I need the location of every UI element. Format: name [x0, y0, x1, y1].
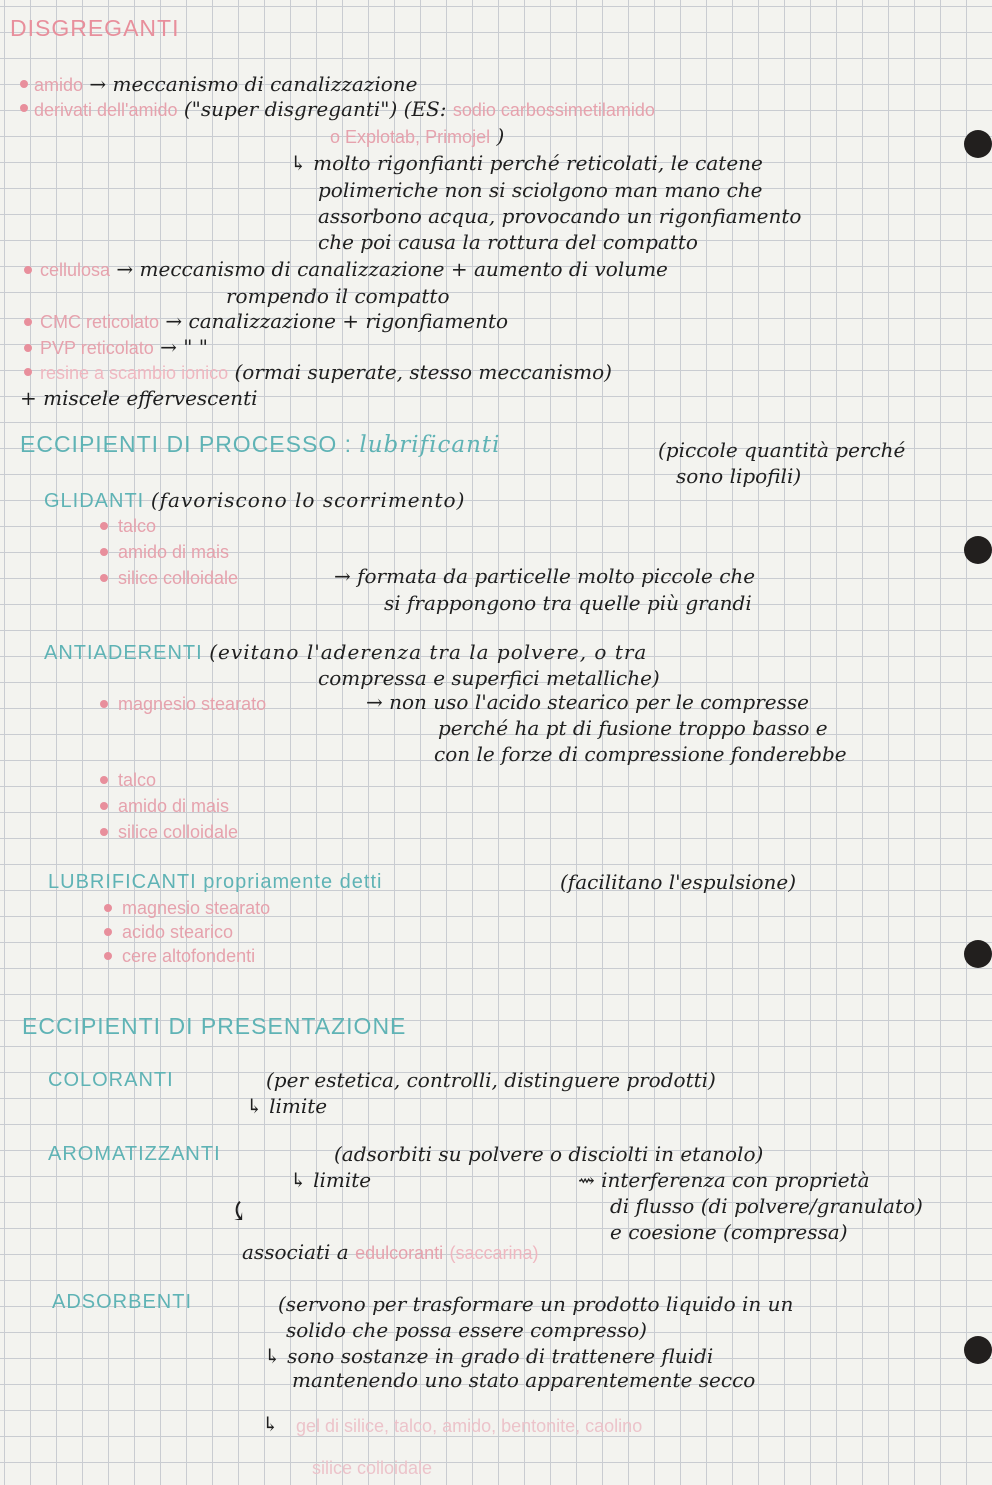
silice-note-1: → formata da particelle molto piccole che: [334, 564, 756, 588]
disgreganti-line-6: assorbono acqua, provocando un rigonfiamento: [318, 204, 802, 228]
heading-eccipienti-processo: [20, 432, 501, 457]
example: sodio carbossimetilamido: [452, 100, 655, 120]
adsorbenti-line-4: mantenendo uno stato apparentemente secco: [292, 1368, 756, 1392]
binder-hole-3: [964, 940, 992, 968]
coloranti-limit: ↳ limite: [246, 1094, 328, 1118]
glidanti-heading: GLIDANTI: [44, 490, 145, 512]
bullet: [20, 80, 28, 88]
label-derivati: derivati dell'amido: [34, 100, 178, 120]
adsorbenti-examples-2: silice colloidale: [312, 1458, 433, 1478]
label-cmc: CMC reticolato: [40, 312, 160, 332]
processo-note-1: (piccole quantità perché: [658, 438, 906, 462]
adsorbenti-line-1: (servono per trasformare un prodotto liquido in un: [278, 1292, 794, 1316]
heading-text: ECCIPIENTI DI PROCESSO :: [20, 431, 352, 457]
glidanti-item-2: amido di mais: [118, 542, 230, 562]
text: → canalizzazione + rigonfiamento: [165, 309, 509, 333]
lubrificanti-item-3: cere altofondenti: [122, 946, 256, 966]
label-resine: resine a scambio ionico: [40, 363, 229, 383]
disgreganti-line-11: [40, 335, 208, 360]
disgreganti-line-2: [34, 97, 655, 122]
text: → " ": [160, 335, 208, 359]
mg-note-2: perché ha pt di fusione troppo basso e: [438, 716, 828, 740]
text: (ormai superate, stesso meccanismo): [234, 360, 612, 384]
example-brands: o Explotab, Primojel: [330, 127, 491, 147]
disgreganti-line-5: polimeriche non si sciolgono man mano che: [318, 178, 763, 202]
binder-hole-1: [964, 130, 992, 158]
bullet: [100, 574, 108, 582]
aromatizzanti-curve-arrow: ⤹: [228, 1197, 250, 1227]
disgreganti-line-4: ↳ molto rigonfianti perché reticolati, le catene: [290, 151, 763, 175]
antiaderenti-item-3: silice colloidale: [118, 822, 239, 842]
coloranti-note: (per estetica, controlli, distinguere prodotti): [266, 1068, 716, 1092]
edulcoranti-label: edulcoranti: [355, 1243, 444, 1263]
associati-text: associati a: [242, 1240, 349, 1264]
bullet: [24, 344, 32, 352]
coloranti-heading: COLORANTI: [48, 1069, 174, 1091]
aromatizzanti-assoc-row: [242, 1240, 539, 1265]
mg-stearato-label: magnesio stearato: [118, 694, 267, 714]
text: ("super disgreganti") (ES:: [183, 97, 447, 121]
glidanti-note: (favoriscono lo scorrimento): [150, 488, 466, 512]
antiaderenti-heading: ANTIADERENTI: [44, 642, 203, 664]
lubrificanti-note: (facilitano l'espulsione): [560, 870, 797, 894]
antiaderenti-note-2: compressa e superfici metalliche): [318, 666, 660, 690]
binder-hole-4: [964, 1336, 992, 1364]
antiaderenti-row: [44, 640, 647, 665]
lubrificanti-item-1: magnesio stearato: [122, 898, 271, 918]
aromatizzanti-flusso: di flusso (di polvere/granulato): [610, 1194, 923, 1218]
heading-eccipienti-presentazione: ECCIPIENTI DI PRESENTAZIONE: [22, 1013, 407, 1039]
disgreganti-line-10: [40, 309, 508, 334]
bullet: [24, 266, 32, 274]
disgreganti-line-12: [40, 360, 612, 385]
adsorbenti-line-3: ↳ sono sostanze in grado di trattenere fluidi: [264, 1344, 714, 1368]
label-pvp: PVP reticolato: [40, 338, 154, 358]
mg-note-1: → non uso l'acido stearico per le compresse: [366, 690, 809, 714]
text: → meccanismo di canalizzazione: [89, 72, 418, 96]
label-cellulosa: cellulosa: [40, 260, 111, 280]
bullet: [100, 548, 108, 556]
aromatizzanti-limit: ↳ limite: [290, 1168, 372, 1192]
bullet: [104, 952, 112, 960]
bullet: [100, 802, 108, 810]
bullet: [20, 104, 28, 112]
adsorbenti-examples-arrow: ↳: [262, 1412, 279, 1436]
disgreganti-line-13: + miscele effervescenti: [20, 386, 258, 410]
silice-note-2: si frappongono tra quelle più grandi: [384, 591, 752, 615]
aromatizzanti-heading: AROMATIZZANTI: [48, 1143, 221, 1165]
text: → meccanismo di canalizzazione + aumento di volume: [116, 257, 668, 281]
heading-disgreganti: DISGREGANTI: [10, 15, 180, 41]
bullet: [100, 522, 108, 530]
adsorbenti-examples: gel di silice, talco, amido, bentonite, caolino: [296, 1416, 643, 1436]
bullet: [24, 318, 32, 326]
disgreganti-line-3: [330, 124, 504, 149]
processo-note-2: sono lipofili): [676, 464, 802, 488]
antiaderenti-item-1: talco: [118, 770, 157, 790]
disgreganti-line-1: [34, 72, 418, 97]
bullet: [100, 776, 108, 784]
glidanti-item-3: silice colloidale: [118, 568, 239, 588]
aromatizzanti-note: (adsorbiti su polvere o disciolti in etanolo): [334, 1142, 764, 1166]
mg-note-3: con le forze di compressione fonderebbe: [434, 742, 847, 766]
bullet: [104, 928, 112, 936]
glidanti-item-1: talco: [118, 516, 157, 536]
heading-highlight: lubrificanti: [359, 432, 501, 458]
disgreganti-line-9: rompendo il compatto: [226, 284, 450, 308]
antiaderenti-item-2: amido di mais: [118, 796, 230, 816]
antiaderenti-note: (evitano l'aderenza tra la polvere, o tra: [209, 640, 648, 664]
adsorbenti-heading: ADSORBENTI: [52, 1291, 193, 1313]
bullet: [100, 828, 108, 836]
disgreganti-line-7: che poi causa la rottura del compatto: [318, 230, 698, 254]
binder-hole-2: [964, 536, 992, 564]
aromatizzanti-coesione: e coesione (compressa): [610, 1220, 848, 1244]
bullet: [104, 904, 112, 912]
lubrificanti-item-2: acido stearico: [122, 922, 234, 942]
aromatizzanti-interferenza: ⇝ interferenza con proprietà: [578, 1168, 870, 1192]
lubrificanti-heading: LUBRIFICANTI propriamente detti: [48, 871, 383, 893]
label-amido: amido: [34, 75, 84, 95]
close-paren: ): [496, 124, 505, 148]
bullet: [100, 700, 108, 708]
glidanti-row: [44, 488, 465, 513]
bullet: [24, 368, 32, 376]
disgreganti-line-8: [40, 257, 668, 282]
adsorbenti-line-2: solido che possa essere compresso): [286, 1318, 647, 1342]
saccarina-label: (saccarina): [449, 1243, 539, 1263]
